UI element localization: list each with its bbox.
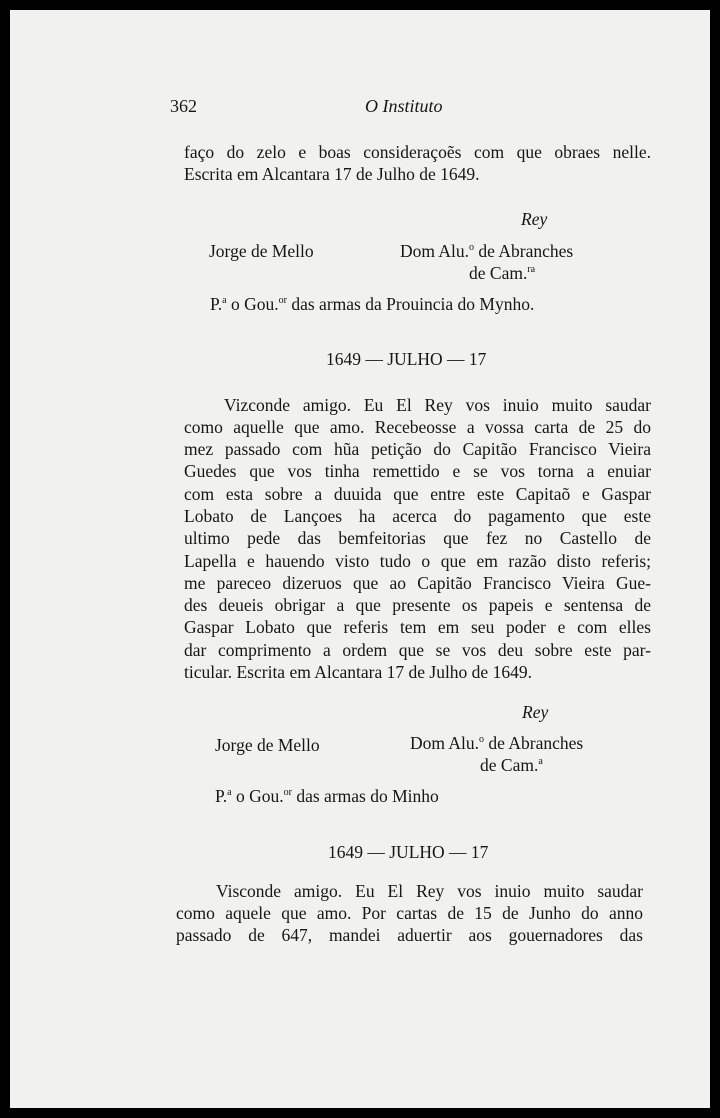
text-line: Vizconde amigo. Eu El Rey vos inuio muito saudar	[224, 395, 651, 415]
signatory-left: Jorge de Mello	[215, 735, 320, 755]
signature-rey: Rey	[522, 702, 549, 722]
text-line: Escrita em Alcantara 17 de Julho de 1649.	[184, 164, 480, 184]
running-title: O Instituto	[365, 96, 443, 116]
document-page	[10, 10, 710, 1108]
signatory-right-cont: de Cam.$^a$	[480, 755, 543, 775]
text-line: ticular. Escrita em Alcantara 17 de Julho de 1649.	[184, 662, 532, 682]
text-line: Lapella e hauendo visto tudo o que em razão disto referis;	[184, 551, 651, 571]
text-line: Visconde amigo. Eu El Rey vos inuio muito saudar	[216, 881, 643, 901]
addressee: P.$^a$ o Gou.$^{or}$ das armas do Minho	[215, 786, 439, 806]
text-line: como aquele que amo. Por cartas de 15 de Junho do anno	[176, 903, 643, 923]
signatory-right-cont: de Cam.$^{ra}$	[469, 263, 536, 283]
text-line: Gaspar Lobato que referis tem em seu poder e com elles	[184, 617, 651, 637]
signature-rey: Rey	[521, 209, 548, 229]
text-line: mez passado com hũa petição do Capitão Francisco Vieira	[184, 439, 651, 459]
text-line: passado de 647, mandei aduertir aos gouernadores das	[176, 925, 643, 945]
addressee: P.$^a$ o Gou.$^{or}$ das armas da Prouincia do Mynho.	[210, 294, 535, 314]
text-line: dar comprimento a ordem que se vos deu sobre este par-	[184, 640, 651, 660]
signatory-left: Jorge de Mello	[209, 241, 314, 261]
signatory-right: Dom Alu.$^o$ de Abranches	[400, 241, 574, 261]
text-line: ultimo pede das bemfeitorias que fez no Castello de	[184, 528, 651, 548]
page-number: 362	[170, 96, 197, 116]
text-line: Lobato de Lançoes ha acerca do pagamento que este	[184, 506, 651, 526]
text-line: me pareceo dizeruos que ao Capitão Francisco Vieira Gue-	[184, 573, 651, 593]
text-line: como aquelle que amo. Recebeosse a vossa carta de 25 do	[184, 417, 651, 437]
text-line: des deueis obrigar a que presente os papeis e sentensa de	[184, 595, 651, 615]
text-line: com esta sobre a duuida que entre este Capitaõ e Gaspar	[184, 484, 651, 504]
letter-date: 1649 — JULHO — 17	[326, 349, 487, 369]
text-line: faço do zelo e boas consideraçoẽs com que obraes nelle.	[184, 142, 651, 162]
letter-date: 1649 — JULHO — 17	[328, 842, 489, 862]
text-line: Guedes que vos tinha remettido e se vos torna a enuiar	[184, 461, 651, 481]
signatory-right: Dom Alu.$^o$ de Abranches	[410, 733, 584, 753]
